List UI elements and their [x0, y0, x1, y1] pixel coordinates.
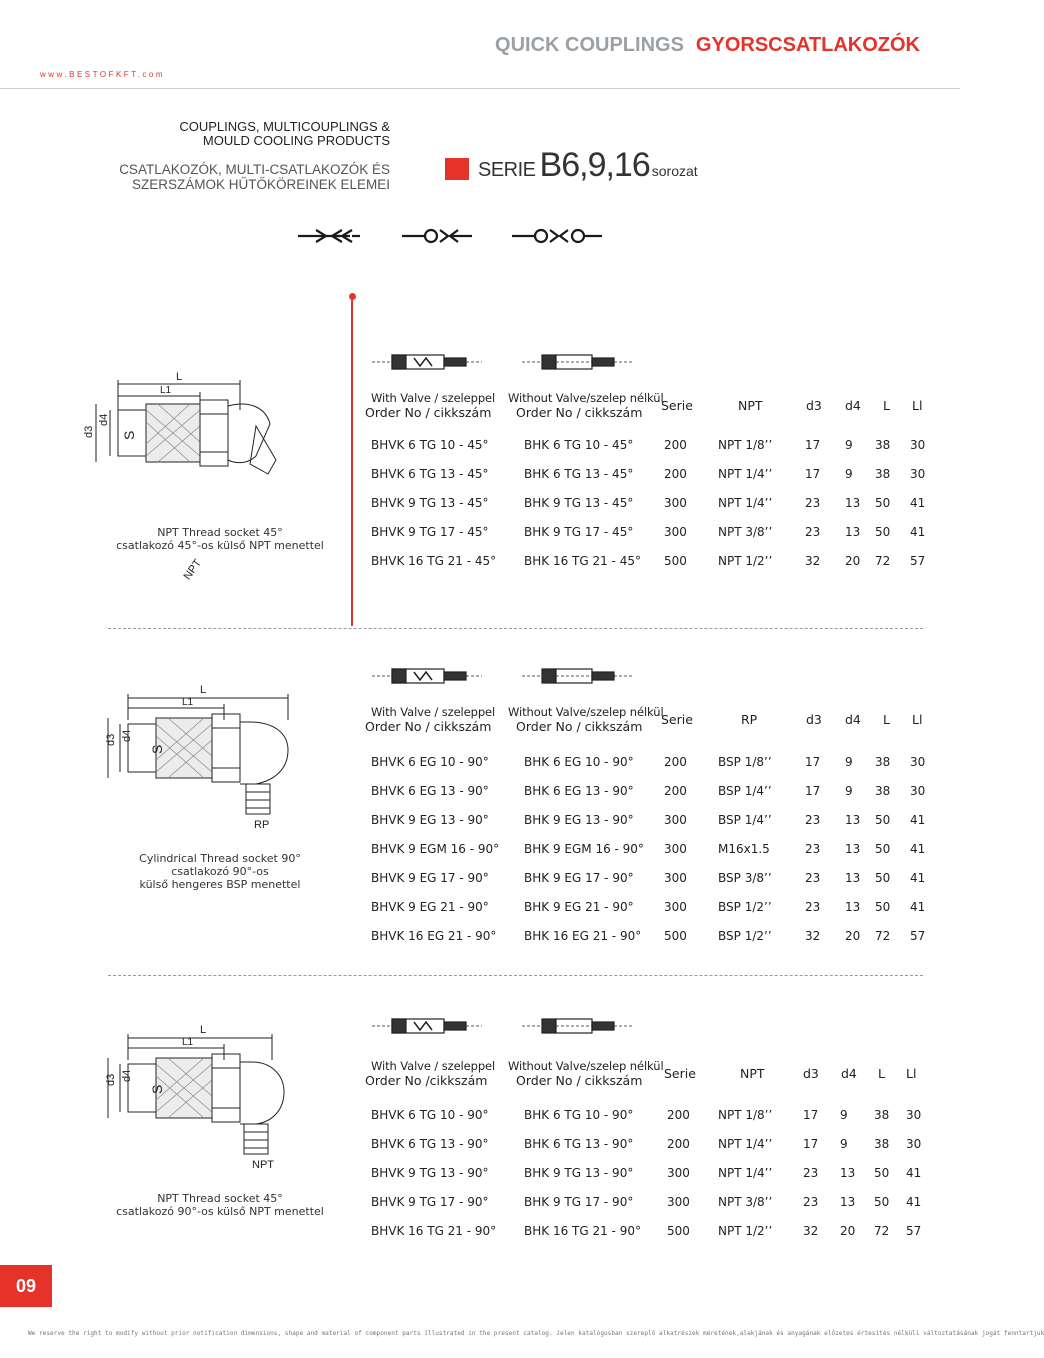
header-without-valve: Without Valve/szelep nélkül — [508, 705, 664, 719]
cell-order-without-valve: BHK 6 TG 10 - 90° — [524, 1108, 634, 1122]
page-number: 09 — [0, 1265, 52, 1307]
cell-d4: 9 — [845, 467, 853, 481]
cell-d3: 23 — [805, 813, 821, 827]
header-order-no: Order No / cikkszám — [516, 405, 643, 420]
cell-serie: 300 — [664, 842, 687, 856]
cell-L: 50 — [875, 871, 891, 885]
cell-d4: 9 — [840, 1108, 848, 1122]
cell-thread: NPT 1/4’’ — [718, 467, 773, 481]
cell-d4: 13 — [840, 1166, 856, 1180]
cell-d3: 23 — [805, 900, 821, 914]
cell-thread: BSP 1/4’’ — [718, 813, 772, 827]
header-without-valve: Without Valve/szelep nélkül — [508, 391, 664, 405]
cell-serie: 200 — [664, 755, 687, 769]
section-title-hu: CSATLAKOZÓK, MULTI-CSATLAKOZÓK ÉS SZERSZÁMOK HŰTŐKÖREINEK ELEMEI — [119, 162, 390, 192]
cell-d4: 13 — [845, 525, 861, 539]
dim-S: S — [149, 1084, 165, 1094]
cell-Ll: 41 — [910, 900, 926, 914]
dim-d3: d3 — [105, 1073, 117, 1086]
header-order-no: Order No / cikkszám — [365, 719, 492, 734]
cell-L: 38 — [875, 755, 891, 769]
header-order-no: Order No / cikkszám — [516, 1073, 643, 1088]
header-L: L — [883, 712, 890, 727]
plain-coupling-icon — [522, 1019, 632, 1033]
cell-order-with-valve: BHVK 9 TG 13 - 45° — [371, 496, 489, 510]
dim-RP: RP — [254, 819, 270, 831]
serie-heading: SERIE B6,9,16 sorozat — [478, 146, 698, 184]
cell-Ll: 41 — [906, 1195, 922, 1209]
section-divider-line — [351, 296, 353, 626]
dim-NPT: NPT — [252, 1159, 274, 1171]
cell-L: 38 — [874, 1137, 890, 1151]
cell-order-with-valve: BHVK 16 TG 21 - 90° — [371, 1224, 497, 1238]
dashed-separator — [108, 628, 923, 629]
header-d4: d4 — [845, 712, 861, 727]
cell-Ll: 41 — [910, 525, 926, 539]
cell-L: 50 — [875, 900, 891, 914]
header-Ll: Ll — [906, 1066, 917, 1081]
cell-d3: 17 — [803, 1108, 819, 1122]
header-serie: Serie — [664, 1066, 696, 1081]
drawing-90deg-npt — [100, 1020, 320, 1170]
dim-d3: d3 — [83, 425, 95, 438]
header-d3: d3 — [806, 398, 822, 413]
cell-Ll: 30 — [910, 784, 926, 798]
cell-order-without-valve: BHK 16 TG 21 - 45° — [524, 554, 641, 568]
cell-order-without-valve: BHK 9 TG 17 - 45° — [524, 525, 634, 539]
cell-L: 38 — [875, 467, 891, 481]
cell-serie: 300 — [664, 496, 687, 510]
dashed-separator — [108, 975, 923, 976]
cell-order-with-valve: BHVK 6 EG 13 - 90° — [371, 784, 489, 798]
cell-Ll: 30 — [906, 1137, 922, 1151]
header-d4: d4 — [841, 1066, 857, 1081]
cell-Ll: 57 — [910, 929, 926, 943]
cell-order-with-valve: BHVK 6 TG 13 - 45° — [371, 467, 489, 481]
cell-L: 50 — [874, 1195, 890, 1209]
cell-serie: 200 — [664, 784, 687, 798]
cell-serie: 300 — [664, 871, 687, 885]
cell-order-without-valve: BHK 6 EG 10 - 90° — [524, 755, 634, 769]
header-Ll: Ll — [912, 712, 923, 727]
cell-thread: NPT 1/4’’ — [718, 1166, 773, 1180]
plain-coupling-icon — [522, 355, 632, 369]
dim-L1: L1 — [182, 1037, 194, 1048]
cell-d3: 23 — [803, 1195, 819, 1209]
cell-Ll: 41 — [910, 813, 926, 827]
symbol-two-valve — [512, 230, 602, 242]
cell-d3: 17 — [805, 438, 821, 452]
header-thread: NPT — [740, 1066, 765, 1081]
header-d3: d3 — [803, 1066, 819, 1081]
dim-d4: d4 — [98, 413, 110, 426]
cell-L: 50 — [875, 842, 891, 856]
cell-order-with-valve: BHVK 16 EG 21 - 90° — [371, 929, 497, 943]
cell-serie: 200 — [667, 1108, 690, 1122]
cell-Ll: 41 — [906, 1166, 922, 1180]
cell-d4: 13 — [845, 813, 861, 827]
dim-NPT: NPT — [181, 557, 205, 583]
header-with-valve: With Valve / szeleppel — [371, 1059, 496, 1073]
header-order-no: Order No / cikkszám — [365, 405, 492, 420]
cell-serie: 300 — [667, 1195, 690, 1209]
cell-order-without-valve: BHK 9 EG 17 - 90° — [524, 871, 634, 885]
plain-coupling-icon — [522, 669, 632, 683]
cell-order-without-valve: BHK 6 TG 10 - 45° — [524, 438, 634, 452]
cell-L: 38 — [875, 438, 891, 452]
cell-order-with-valve: BHVK 6 EG 10 - 90° — [371, 755, 489, 769]
header-serie: Serie — [661, 398, 693, 413]
cell-d3: 23 — [803, 1166, 819, 1180]
cell-d4: 20 — [840, 1224, 856, 1238]
valve-coupling-icon — [372, 669, 482, 683]
description-90deg-npt: NPT Thread socket 45° csatlakozó 90°-os külső NPT menettel — [116, 1192, 324, 1218]
cell-Ll: 41 — [910, 871, 926, 885]
cell-order-without-valve: BHK 9 TG 17 - 90° — [524, 1195, 634, 1209]
cell-serie: 300 — [664, 525, 687, 539]
cell-order-without-valve: BHK 9 TG 13 - 45° — [524, 496, 634, 510]
description-90deg-bsp: Cylindrical Thread socket 90° csatlakozó 90°-os külső hengeres BSP menettel — [139, 852, 301, 891]
section-title-en: COUPLINGS, MULTICOUPLINGS & MOULD COOLING PRODUCTS — [179, 119, 390, 148]
header-d4: d4 — [845, 398, 861, 413]
cell-d4: 13 — [845, 871, 861, 885]
cell-Ll: 30 — [906, 1108, 922, 1122]
cell-thread: BSP 1/2’’ — [718, 900, 772, 914]
cell-L: 72 — [875, 554, 891, 568]
disclaimer: We reserve the right to modify without prior notification dimensions, shape and material of component parts illustrated in the present catalog. Jelen katalógusban szereplő alkatrészek méretének,alakjának és anyagának előzetes értesítés nélküli változtatásának jogát fenntartjuk — [28, 1330, 1044, 1337]
cell-d3: 23 — [805, 842, 821, 856]
dim-d4: d4 — [121, 1069, 133, 1082]
cell-serie: 200 — [664, 467, 687, 481]
cell-serie: 500 — [664, 929, 687, 943]
cell-L: 72 — [874, 1224, 890, 1238]
cell-order-with-valve: BHVK 9 TG 17 - 45° — [371, 525, 489, 539]
cell-d3: 32 — [805, 554, 821, 568]
dim-L: L — [200, 1024, 207, 1036]
cell-order-without-valve: BHK 6 EG 13 - 90° — [524, 784, 634, 798]
cell-order-without-valve: BHK 9 EGM 16 - 90° — [524, 842, 644, 856]
cell-serie: 300 — [667, 1166, 690, 1180]
valve-coupling-icon — [372, 355, 482, 369]
cell-L: 50 — [875, 496, 891, 510]
catalog-header — [495, 34, 920, 57]
cell-Ll: 57 — [906, 1224, 922, 1238]
header-thread: RP — [741, 712, 758, 727]
dim-L1: L1 — [160, 385, 172, 396]
cell-thread: NPT 3/8’’ — [718, 1195, 773, 1209]
cell-d3: 32 — [803, 1224, 819, 1238]
cell-order-without-valve: BHK 9 EG 21 - 90° — [524, 900, 634, 914]
dim-L: L — [200, 684, 207, 696]
cell-d4: 9 — [845, 784, 853, 798]
cell-order-with-valve: BHVK 9 EGM 16 - 90° — [371, 842, 500, 856]
divider-dot — [349, 293, 356, 300]
cell-Ll: 57 — [910, 554, 926, 568]
cell-order-without-valve: BHK 16 TG 21 - 90° — [524, 1224, 641, 1238]
description-45deg-npt: NPT Thread socket 45° csatlakozó 45°-os külső NPT menettel — [116, 526, 324, 552]
cell-d3: 17 — [805, 755, 821, 769]
cell-serie: 500 — [664, 554, 687, 568]
cell-order-with-valve: BHVK 6 TG 10 - 45° — [371, 438, 489, 452]
dim-d4: d4 — [121, 729, 133, 742]
cell-d4: 9 — [840, 1137, 848, 1151]
cell-serie: 500 — [667, 1224, 690, 1238]
cell-order-with-valve: BHVK 16 TG 21 - 45° — [371, 554, 497, 568]
website-link[interactable]: www.BESTOFKFT.com — [40, 70, 166, 79]
header-icons-1 — [372, 350, 692, 380]
cell-d4: 20 — [845, 554, 861, 568]
cell-order-with-valve: BHVK 9 EG 21 - 90° — [371, 900, 489, 914]
cell-d4: 9 — [845, 755, 853, 769]
header-L: L — [878, 1066, 885, 1081]
cell-thread: NPT 1/8’’ — [718, 438, 773, 452]
cell-d3: 17 — [805, 784, 821, 798]
header-Ll: Ll — [912, 398, 923, 413]
header-order-no: Order No / cikkszám — [516, 719, 643, 734]
cell-order-without-valve: BHK 6 TG 13 - 45° — [524, 467, 634, 481]
cell-serie: 200 — [664, 438, 687, 452]
cell-thread: BSP 1/2’’ — [718, 929, 772, 943]
cell-d3: 17 — [805, 467, 821, 481]
cell-thread: NPT 3/8’’ — [718, 525, 773, 539]
cell-order-with-valve: BHVK 9 TG 13 - 90° — [371, 1166, 489, 1180]
symbol-one-valve — [402, 230, 472, 242]
cell-d3: 23 — [805, 525, 821, 539]
cell-d4: 13 — [845, 900, 861, 914]
cell-order-without-valve: BHK 9 TG 13 - 90° — [524, 1166, 634, 1180]
cell-order-without-valve: BHK 16 EG 21 - 90° — [524, 929, 642, 943]
cell-thread: BSP 1/8’’ — [718, 755, 772, 769]
cell-order-without-valve: BHK 6 TG 13 - 90° — [524, 1137, 634, 1151]
cell-L: 50 — [875, 525, 891, 539]
cell-d4: 20 — [845, 929, 861, 943]
cell-d3: 17 — [803, 1137, 819, 1151]
cell-thread: NPT 1/8’’ — [718, 1108, 773, 1122]
symbol-plain — [298, 230, 360, 242]
dim-S: S — [121, 430, 137, 440]
header-L: L — [883, 398, 890, 413]
cell-L: 38 — [874, 1108, 890, 1122]
cell-Ll: 30 — [910, 467, 926, 481]
dim-S: S — [149, 744, 165, 754]
cell-Ll: 41 — [910, 842, 926, 856]
cell-Ll: 30 — [910, 755, 926, 769]
header-order-no: Order No /cikkszám — [365, 1073, 488, 1088]
cell-serie: 200 — [667, 1137, 690, 1151]
cell-order-with-valve: BHVK 6 TG 10 - 90° — [371, 1108, 489, 1122]
serie-marker — [445, 158, 469, 180]
cell-thread: NPT 1/2’’ — [718, 1224, 773, 1238]
dim-L: L — [176, 371, 183, 383]
dim-d3: d3 — [105, 733, 117, 746]
cell-L: 50 — [875, 813, 891, 827]
cell-order-with-valve: BHVK 9 TG 17 - 90° — [371, 1195, 489, 1209]
cell-L: 50 — [874, 1166, 890, 1180]
header-without-valve: Without Valve/szelep nélkül — [508, 1059, 664, 1073]
header-d3: d3 — [806, 712, 822, 727]
header-icons-3 — [372, 1014, 692, 1044]
header-thread: NPT — [738, 398, 763, 413]
cell-L: 72 — [875, 929, 891, 943]
valve-coupling-icon — [372, 1019, 482, 1033]
cell-d3: 32 — [805, 929, 821, 943]
cell-thread: NPT 1/4’’ — [718, 1137, 773, 1151]
cell-order-without-valve: BHK 9 EG 13 - 90° — [524, 813, 634, 827]
header-serie: Serie — [661, 712, 693, 727]
cell-order-with-valve: BHVK 6 TG 13 - 90° — [371, 1137, 489, 1151]
cell-d4: 13 — [845, 496, 861, 510]
cell-thread: NPT 1/4’’ — [718, 496, 773, 510]
cell-thread: BSP 3/8’’ — [718, 871, 772, 885]
cell-d3: 23 — [805, 496, 821, 510]
cell-thread: NPT 1/2’’ — [718, 554, 773, 568]
coupling-symbols — [290, 222, 620, 252]
cell-d4: 13 — [845, 842, 861, 856]
cell-d4: 13 — [840, 1195, 856, 1209]
header-title-hu: GYORSCSATLAKOZÓK — [695, 34, 920, 56]
cell-thread: M16x1.5 — [718, 842, 770, 856]
cell-order-with-valve: BHVK 9 EG 17 - 90° — [371, 871, 489, 885]
cell-thread: BSP 1/4’’ — [718, 784, 772, 798]
cell-d4: 9 — [845, 438, 853, 452]
cell-serie: 300 — [664, 900, 687, 914]
cell-Ll: 41 — [910, 496, 926, 510]
cell-order-with-valve: BHVK 9 EG 13 - 90° — [371, 813, 489, 827]
header-icons-2 — [372, 664, 692, 694]
cell-serie: 300 — [664, 813, 687, 827]
drawing-90deg-bsp — [100, 680, 320, 830]
cell-Ll: 30 — [910, 438, 926, 452]
header-title-en: QUICK COUPLINGS — [495, 34, 684, 56]
cell-d3: 23 — [805, 871, 821, 885]
header-with-valve: With Valve / szeleppel — [371, 705, 496, 719]
header-with-valve: With Valve / szeleppel — [371, 391, 496, 405]
dim-L1: L1 — [182, 697, 194, 708]
cell-L: 38 — [875, 784, 891, 798]
